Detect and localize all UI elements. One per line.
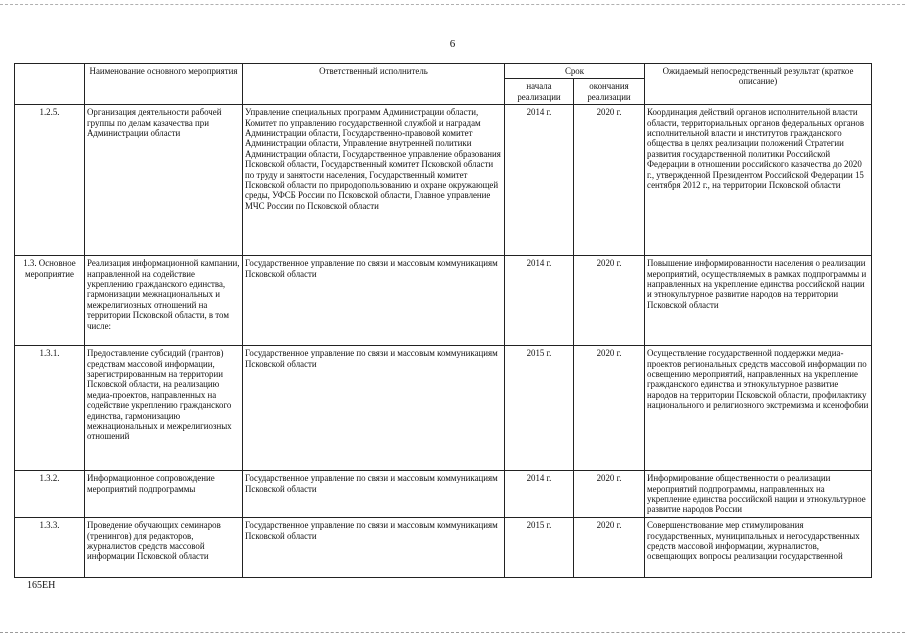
row-result: Совершенствование мер стимулирования государственных, муниципальных и негосударственных средств массовой информации, журналистов, освещающих вопросы реализации государственной <box>645 518 872 578</box>
row-start: 2014 г. <box>505 471 574 518</box>
row-end: 2020 г. <box>574 518 645 578</box>
row-number: 1.3.3. <box>15 518 85 578</box>
table-row <box>15 256 872 346</box>
row-start: 2014 г. <box>505 105 574 256</box>
row-executor: Государственное управление по связи и массовым коммуникациям Псковской области <box>243 471 505 518</box>
table-row <box>15 105 872 256</box>
row-end: 2020 г. <box>574 105 645 256</box>
row-name: Организация деятельности рабочей группы по делам казачества при Администрации области <box>85 105 243 256</box>
row-executor: Государственное управление по связи и массовым коммуникациям Псковской области <box>243 518 505 578</box>
header-number-cell <box>15 64 85 105</box>
row-result: Осуществление государственной поддержки медиа-проектов региональных средств массовой информации по освещению мероприятий, направленных на укрепление гражданского единства и этнокультурное развитие народов на территории Псковской области, профилактику национального и религиозного экстремизма и ксенофобии <box>645 346 872 471</box>
document-code: 165ЕН <box>27 580 56 591</box>
row-name: Проведение обучающих семинаров (тренингов) для редакторов, журналистов средств массовой информации Псковской области <box>85 518 243 578</box>
header-term: Срок <box>505 64 645 79</box>
table-row <box>15 518 872 578</box>
row-name: Информационное сопровождение мероприятий подпрограммы <box>85 471 243 518</box>
scan-bottom-edge <box>0 632 905 633</box>
row-end: 2020 г. <box>574 346 645 471</box>
header-result: Ожидаемый непосредственный результат (краткое описание) <box>645 64 872 105</box>
row-result: Повышение информированности населения о реализации мероприятий, осуществляемых в рамках подпрограммы и направленных на укрепление единства российской нации и этнокультурное развитие народов на территории Псковской области <box>645 256 872 346</box>
row-end: 2020 г. <box>574 471 645 518</box>
header-name: Наименование основного мероприятия <box>85 64 243 105</box>
header-executor: Ответственный исполнитель <box>243 64 505 105</box>
page-number: 6 <box>449 38 456 50</box>
row-number: 1.2.5. <box>15 105 85 256</box>
row-number: 1.3.2. <box>15 471 85 518</box>
row-executor: Управление специальных программ Администрации области, Комитет по управлению государственной службой и наградам Администрации области, Государственно-правовой комитет Администрации области, Управление внутренней политики Администрации области, Государственное управление образования Псковской области, Государственный комитет Псковской области по труду и занятости населения, Государственный комитет Псковской области по природопользованию и охране окружающей среды, УФСБ России по Псковской области, Главное управление МЧС России по Псковской области <box>243 105 505 256</box>
row-end: 2020 г. <box>574 256 645 346</box>
row-executor: Государственное управление по связи и массовым коммуникациям Псковской области <box>243 346 505 471</box>
table-row <box>15 346 872 471</box>
header-row-1 <box>15 64 872 79</box>
row-number: 1.3. Основное мероприятие <box>15 256 85 346</box>
header-end: окончания реализации <box>574 79 645 105</box>
table-row <box>15 471 872 518</box>
row-result: Информирование общественности о реализации мероприятий подпрограммы, направленных на укрепление единства российской нации и этнокультурное развитие народов России <box>645 471 872 518</box>
header-start: начала реализации <box>505 79 574 105</box>
row-result: Координация действий органов исполнительной власти области, территориальных органов федеральных органов исполнительной власти и институтов гражданского общества в целях реализации положений Стратегии развития государственной политики Российской Федерации в отношении российского казачества до 2020 г., утвержденной Президентом Российской Федерации 15 сентября 2012 г., на территории Псковской области <box>645 105 872 256</box>
scan-top-edge <box>0 4 905 5</box>
row-start: 2015 г. <box>505 518 574 578</box>
row-start: 2015 г. <box>505 346 574 471</box>
row-name: Предоставление субсидий (грантов) средствам массовой информации, зарегистрированным на территории Псковской области, на реализацию медиа-проектов, направленных на содействие укреплению гражданского единства, гармонизацию межнациональных и межрелигиозных отношений <box>85 346 243 471</box>
row-start: 2014 г. <box>505 256 574 346</box>
row-executor: Государственное управление по связи и массовым коммуникациям Псковской области <box>243 256 505 346</box>
row-number: 1.3.1. <box>15 346 85 471</box>
measures-table <box>14 63 872 578</box>
row-name: Реализация информационной кампании, направленной на содействие укреплению гражданского единства, гармонизации межнациональных и межрелигиозных отношений на территории Псковской области, в том числе: <box>85 256 243 346</box>
